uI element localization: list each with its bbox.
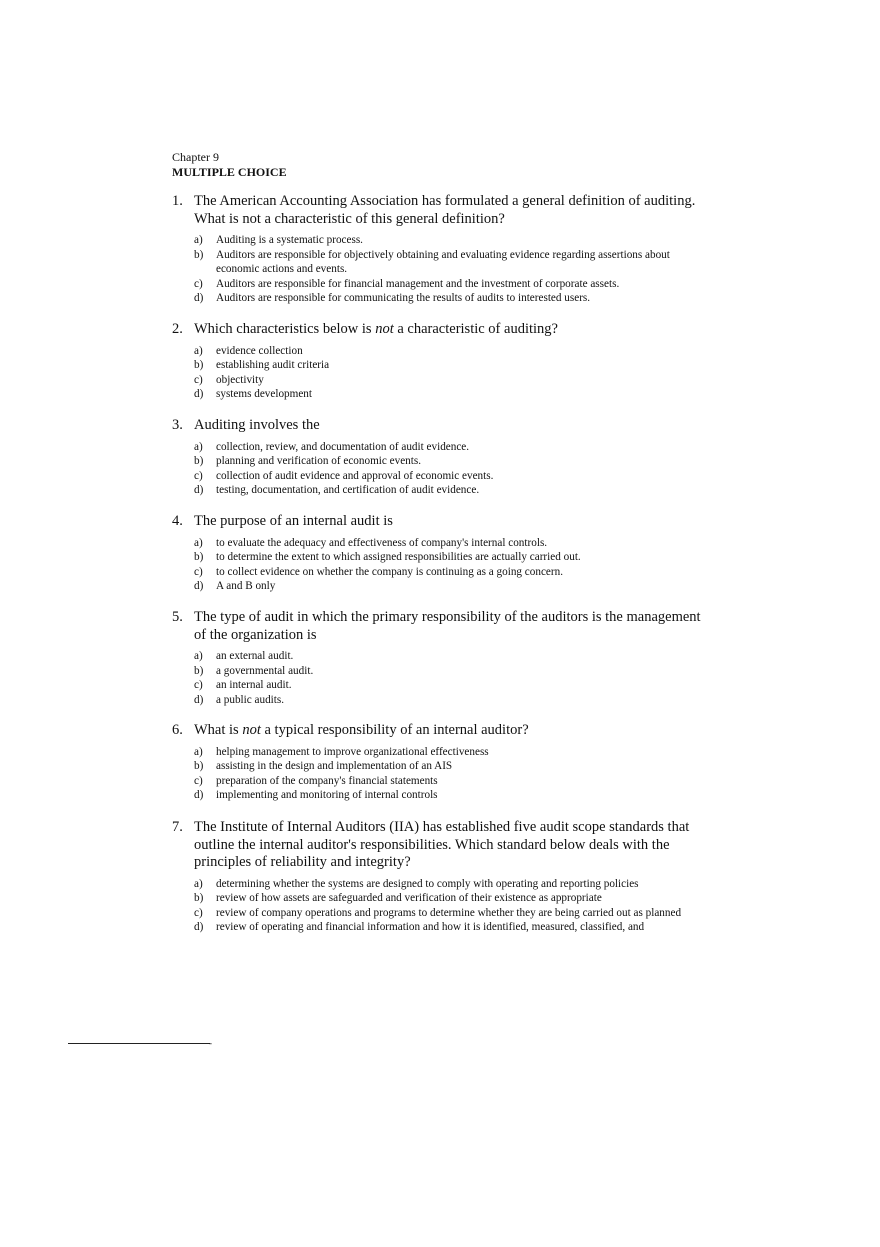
question-stem	[172, 513, 712, 531]
question-text: The Institute of Internal Auditors (IIA) has established five audit scope standards that outline the internal auditor's responsibilities. Which standard below deals with the principles of reliability and integrity?	[194, 819, 690, 870]
option-b	[194, 891, 712, 906]
option-label: b)	[194, 455, 204, 467]
option-text: a public audits.	[216, 693, 285, 706]
option-list	[172, 536, 712, 594]
question-text	[194, 321, 712, 339]
option-label: c)	[194, 906, 203, 919]
question-text: The type of audit in which the primary responsibility of the auditors is the management of the organization is	[194, 609, 701, 643]
option-text: objectivity	[216, 373, 264, 386]
question-text-emphasis: not	[242, 722, 261, 738]
option-label: b)	[194, 892, 204, 904]
option-c	[194, 565, 712, 580]
option-c	[194, 774, 712, 789]
option-label: d)	[194, 580, 204, 592]
option-text: helping management to improve organizational effectiveness	[216, 745, 489, 758]
option-d	[194, 788, 712, 803]
option-list	[172, 877, 712, 935]
option-text: collection, review, and documentation of audit evidence.	[216, 440, 470, 453]
option-a	[194, 233, 712, 248]
option-label: a)	[194, 440, 203, 453]
option-c	[194, 373, 712, 388]
option-text: review of company operations and programs to determine whether they are being carried out as planned	[216, 906, 682, 919]
option-text: establishing audit criteria	[216, 359, 330, 371]
option-label: b)	[194, 551, 204, 563]
question-text	[194, 722, 712, 740]
option-list	[172, 649, 712, 707]
option-text: evidence collection	[216, 344, 303, 357]
option-label: d)	[194, 292, 204, 304]
option-list	[172, 233, 712, 306]
option-text: assisting in the design and implementation of an AIS	[216, 760, 453, 772]
question-text-part: a characteristic of auditing?	[393, 321, 558, 337]
option-text: to determine the extent to which assigned responsibilities are actually carried out.	[216, 551, 581, 563]
option-label: d)	[194, 921, 204, 933]
question-text: Auditing involves the	[194, 417, 320, 433]
option-text: systems development	[216, 388, 313, 400]
question-2	[172, 321, 712, 402]
option-d	[194, 579, 712, 594]
question-number: 6.	[172, 722, 183, 738]
question-stem	[172, 193, 712, 228]
question-7	[172, 819, 712, 935]
option-a	[194, 877, 712, 892]
option-c	[194, 678, 712, 693]
question-text-part: a typical responsibility of an internal auditor?	[260, 722, 529, 738]
option-label: a)	[194, 234, 203, 246]
option-label: b)	[194, 664, 204, 677]
option-b	[194, 454, 712, 469]
option-label: c)	[194, 277, 203, 290]
option-label: d)	[194, 693, 204, 706]
option-text: review of operating and financial information and how it is identified, measured, classified, and	[216, 921, 645, 933]
option-a	[194, 536, 712, 551]
option-label: d)	[194, 789, 204, 801]
option-text: A and B only	[216, 580, 276, 592]
chapter-label: Chapter 9	[172, 150, 219, 164]
footnote-mark: -	[209, 1038, 212, 1048]
option-label: c)	[194, 679, 203, 691]
option-b	[194, 358, 712, 373]
question-text-emphasis: not	[375, 321, 394, 337]
option-a	[194, 649, 712, 664]
option-label: c)	[194, 373, 203, 386]
option-c	[194, 906, 712, 921]
option-b	[194, 759, 712, 774]
question-text-part: What is	[194, 722, 243, 738]
question-5	[172, 609, 712, 707]
option-label: d)	[194, 484, 204, 496]
option-text: testing, documentation, and certification of audit evidence.	[216, 484, 480, 496]
option-list	[172, 745, 712, 803]
option-c	[194, 277, 712, 292]
question-stem	[172, 609, 712, 644]
question-text: The purpose of an internal audit is	[194, 513, 393, 529]
question-text-part: Which characteristics below is	[194, 321, 376, 337]
question-text: The American Accounting Association has formulated a general definition of auditing. What is not a characteristic of this general definition?	[194, 193, 696, 227]
footnote-separator	[68, 1043, 210, 1044]
question-number: 3.	[172, 417, 183, 433]
question-number: 1.	[172, 193, 183, 209]
option-label: c)	[194, 774, 203, 787]
option-text: preparation of the company's financial statements	[216, 774, 438, 787]
option-label: d)	[194, 388, 204, 400]
option-d	[194, 291, 712, 306]
question-1	[172, 193, 712, 306]
option-d	[194, 693, 712, 708]
option-text: a governmental audit.	[216, 664, 314, 677]
option-label: b)	[194, 248, 204, 261]
option-d	[194, 483, 712, 498]
option-text: Auditing is a systematic process.	[216, 234, 363, 246]
option-list	[172, 344, 712, 402]
option-label: a)	[194, 877, 203, 890]
option-d	[194, 387, 712, 402]
question-number: 5.	[172, 609, 183, 625]
option-text: collection of audit evidence and approval of economic events.	[216, 469, 494, 482]
question-stem	[172, 417, 712, 435]
option-label: b)	[194, 359, 204, 371]
option-label: a)	[194, 745, 203, 758]
option-text: to collect evidence on whether the company is continuing as a going concern.	[216, 565, 564, 578]
section-heading: MULTIPLE CHOICE	[172, 165, 287, 179]
option-label: a)	[194, 650, 203, 662]
option-text: Auditors are responsible for financial management and the investment of corporate assets.	[216, 277, 620, 290]
question-4	[172, 513, 712, 594]
option-a	[194, 745, 712, 760]
option-list	[172, 440, 712, 498]
option-text: determining whether the systems are designed to comply with operating and reporting policies	[216, 877, 639, 890]
question-number: 4.	[172, 513, 183, 529]
question-number: 2.	[172, 321, 183, 337]
option-d	[194, 920, 712, 935]
question-stem	[172, 819, 712, 872]
option-text: an external audit.	[216, 650, 294, 662]
option-label: c)	[194, 565, 203, 578]
option-text: planning and verification of economic events.	[216, 455, 422, 467]
option-label: b)	[194, 760, 204, 772]
option-b	[194, 248, 712, 277]
option-text: Auditors are responsible for communicating the results of audits to interested users.	[216, 292, 591, 304]
question-number: 7.	[172, 819, 183, 835]
option-text: review of how assets are safeguarded and verification of their existence as appropriate	[216, 892, 602, 904]
option-text: Auditors are responsible for objectively obtaining and evaluating evidence regarding assertions about economic actions and events.	[216, 248, 670, 275]
option-label: c)	[194, 469, 203, 482]
option-text: implementing and monitoring of internal controls	[216, 789, 438, 801]
option-c	[194, 469, 712, 484]
question-stem	[172, 722, 712, 740]
option-a	[194, 440, 712, 455]
option-text: to evaluate the adequacy and effectiveness of company's internal controls.	[216, 536, 548, 549]
option-a	[194, 344, 712, 359]
option-text: an internal audit.	[216, 679, 292, 691]
option-b	[194, 664, 712, 679]
option-b	[194, 550, 712, 565]
option-label: a)	[194, 344, 203, 357]
option-label: a)	[194, 536, 203, 549]
question-3	[172, 417, 712, 498]
question-6	[172, 722, 712, 803]
question-stem	[172, 321, 712, 339]
